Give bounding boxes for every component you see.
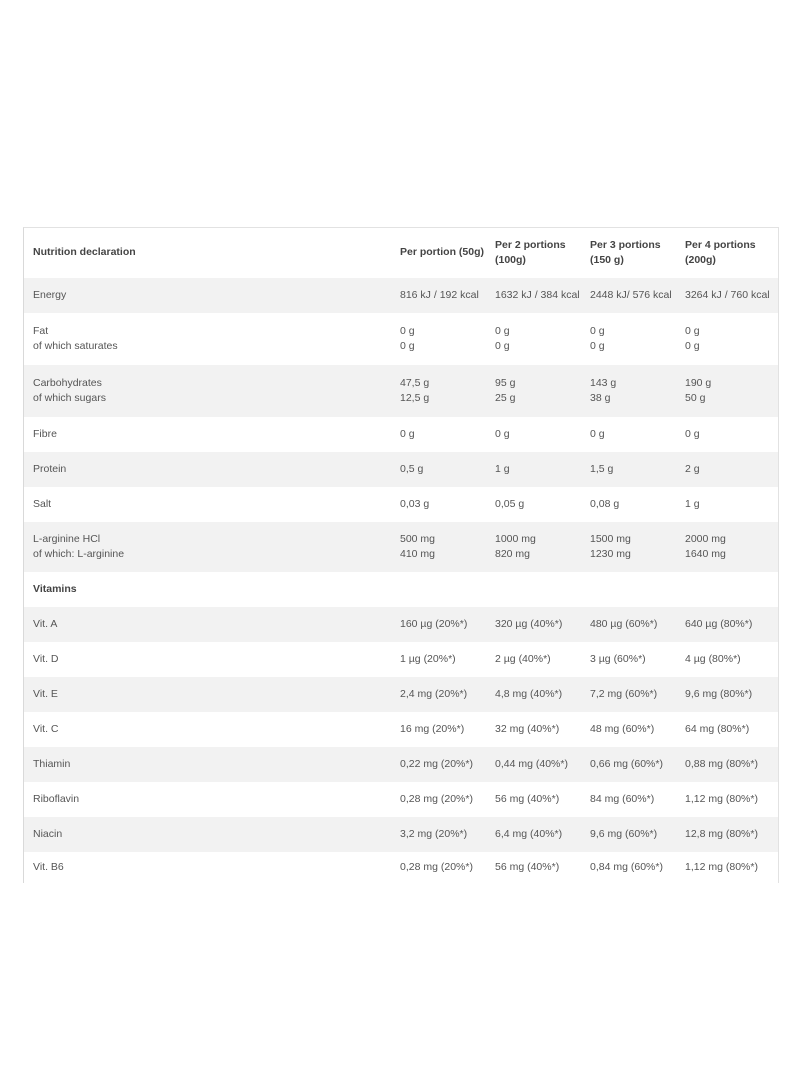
table-row-cell-1: 16 mg (20%*) xyxy=(400,722,465,735)
table-row xyxy=(24,417,778,452)
table-row-cell-0: Niacin xyxy=(33,827,63,840)
table-row-cell-0: Energy xyxy=(33,288,67,301)
table-row-cell-4: 0 g 0 g xyxy=(685,324,700,352)
table-row-cell-0: Vitamins xyxy=(33,582,77,595)
table-row-cell-0: Salt xyxy=(33,497,52,510)
table-row-cell-3: 0 g 0 g xyxy=(590,324,605,352)
table-row-cell-2: 2 µg (40%*) xyxy=(495,652,551,665)
table-row-cell-0: Vit. C xyxy=(33,722,59,735)
table-row-cell-0: Fibre xyxy=(33,427,57,440)
table-row-cell-0: Vit. A xyxy=(33,617,58,630)
table-row-cell-0: Vit. E xyxy=(33,687,58,700)
table-row-cell-2: 320 µg (40%*) xyxy=(495,617,563,630)
table-row-cell-3: 7,2 mg (60%*) xyxy=(590,687,658,700)
table-row-cell-2: 0 g xyxy=(495,427,510,440)
table-row-cell-4: 0,88 mg (80%*) xyxy=(685,757,758,770)
table-row xyxy=(24,607,778,642)
table-row-cell-1: 47,5 g 12,5 g xyxy=(400,376,430,404)
table-row-cell-1: 500 mg 410 mg xyxy=(400,532,436,560)
table-row-cell-3: 0 g xyxy=(590,427,605,440)
table-row-cell-4: 1 g xyxy=(685,497,700,510)
table-row-cell-3: 9,6 mg (60%*) xyxy=(590,827,658,840)
table-row-cell-2: 1632 kJ / 384 kcal xyxy=(495,288,580,301)
table-row-cell-0: Riboflavin xyxy=(33,792,80,805)
table-row-cell-3: 0,08 g xyxy=(590,497,620,510)
table-row-cell-4: 190 g 50 g xyxy=(685,376,712,404)
table-row-cell-4: 12,8 mg (80%*) xyxy=(685,827,758,840)
table-row-cell-4: 1,12 mg (80%*) xyxy=(685,861,758,874)
table-row-cell-4: 9,6 mg (80%*) xyxy=(685,687,753,700)
table-row-cell-2: 4,8 mg (40%*) xyxy=(495,687,563,700)
table-header-row xyxy=(24,228,778,278)
table-row-cell-0: L-arginine HCl of which: L-arginine xyxy=(33,532,125,560)
table-row-cell-3: 84 mg (60%*) xyxy=(590,792,655,805)
table-row-cell-0: Thiamin xyxy=(33,757,71,770)
table-row-cell-1: 816 kJ / 192 kcal xyxy=(400,288,479,301)
table-row-cell-0: Vit. B6 xyxy=(33,861,64,874)
table-row-cell-4: 640 µg (80%*) xyxy=(685,617,753,630)
table-row xyxy=(24,278,778,313)
table-row-cell-0: Fat of which saturates xyxy=(33,324,118,352)
table-row-cell-3: 1500 mg 1230 mg xyxy=(590,532,631,560)
table-row xyxy=(24,572,778,607)
table-row-cell-3: 143 g 38 g xyxy=(590,376,617,404)
table-row-cell-1: 0,28 mg (20%*) xyxy=(400,861,473,874)
table-row-cell-2: 0,44 mg (40%*) xyxy=(495,757,568,770)
table-row-cell-3: 48 mg (60%*) xyxy=(590,722,655,735)
table-row-cell-3: 2448 kJ/ 576 kcal xyxy=(590,288,672,301)
table-row-cell-4: 2000 mg 1640 mg xyxy=(685,532,726,560)
table-row-cell-0: Protein xyxy=(33,462,67,475)
table-row-cell-2: 6,4 mg (40%*) xyxy=(495,827,563,840)
table-row-cell-4: 64 mg (80%*) xyxy=(685,722,750,735)
table-row-cell-1: 3,2 mg (20%*) xyxy=(400,827,468,840)
table-row-cell-3: 480 µg (60%*) xyxy=(590,617,658,630)
table-row-cell-4: 1,12 mg (80%*) xyxy=(685,792,758,805)
table-header-row-cell-4: Per 4 portions (200g) xyxy=(685,238,756,266)
table-row xyxy=(24,313,778,365)
table-row xyxy=(24,782,778,817)
table-row-cell-4: 3264 kJ / 760 kcal xyxy=(685,288,770,301)
table-row-cell-2: 1000 mg 820 mg xyxy=(495,532,536,560)
table-row xyxy=(24,452,778,487)
table-row-cell-2: 0,05 g xyxy=(495,497,525,510)
table-row-cell-1: 0,03 g xyxy=(400,497,430,510)
table-row xyxy=(24,365,778,417)
table-row xyxy=(24,522,778,572)
table-row xyxy=(24,747,778,782)
table-row-cell-3: 0,84 mg (60%*) xyxy=(590,861,663,874)
table-row-cell-3: 1,5 g xyxy=(590,462,614,475)
table-row-cell-3: 3 µg (60%*) xyxy=(590,652,646,665)
table-row xyxy=(24,642,778,677)
table-row xyxy=(24,487,778,522)
table-row-cell-2: 1 g xyxy=(495,462,510,475)
table-row-cell-1: 0,28 mg (20%*) xyxy=(400,792,473,805)
table-row-cell-1: 2,4 mg (20%*) xyxy=(400,687,468,700)
table-row-cell-4: 4 µg (80%*) xyxy=(685,652,741,665)
table-row-cell-4: 0 g xyxy=(685,427,700,440)
table-header-row-cell-1: Per portion (50g) xyxy=(400,246,485,259)
table-header-row-cell-3: Per 3 portions (150 g) xyxy=(590,238,661,266)
table-row-cell-2: 32 mg (40%*) xyxy=(495,722,560,735)
table-row-cell-1: 0,22 mg (20%*) xyxy=(400,757,473,770)
table-row xyxy=(24,712,778,747)
table-row-cell-1: 0 g 0 g xyxy=(400,324,415,352)
table-row-cell-2: 95 g 25 g xyxy=(495,376,516,404)
table-row-cell-0: Carbohydrates of which sugars xyxy=(33,376,106,404)
table-row xyxy=(24,817,778,852)
table-row-cell-2: 56 mg (40%*) xyxy=(495,792,560,805)
table-row xyxy=(24,677,778,712)
nutrition-table xyxy=(23,227,779,883)
table-row-cell-2: 56 mg (40%*) xyxy=(495,861,560,874)
table-row xyxy=(24,852,778,883)
table-row-cell-1: 1 µg (20%*) xyxy=(400,652,456,665)
table-row-cell-3: 0,66 mg (60%*) xyxy=(590,757,663,770)
table-row-cell-1: 0 g xyxy=(400,427,415,440)
table-row-cell-2: 0 g 0 g xyxy=(495,324,510,352)
table-header-row-cell-0: Nutrition declaration xyxy=(33,246,136,259)
table-row-cell-1: 160 µg (20%*) xyxy=(400,617,468,630)
table-row-cell-4: 2 g xyxy=(685,462,700,475)
table-row-cell-1: 0,5 g xyxy=(400,462,424,475)
table-row-cell-0: Vit. D xyxy=(33,652,59,665)
table-header-row-cell-2: Per 2 portions (100g) xyxy=(495,238,566,266)
